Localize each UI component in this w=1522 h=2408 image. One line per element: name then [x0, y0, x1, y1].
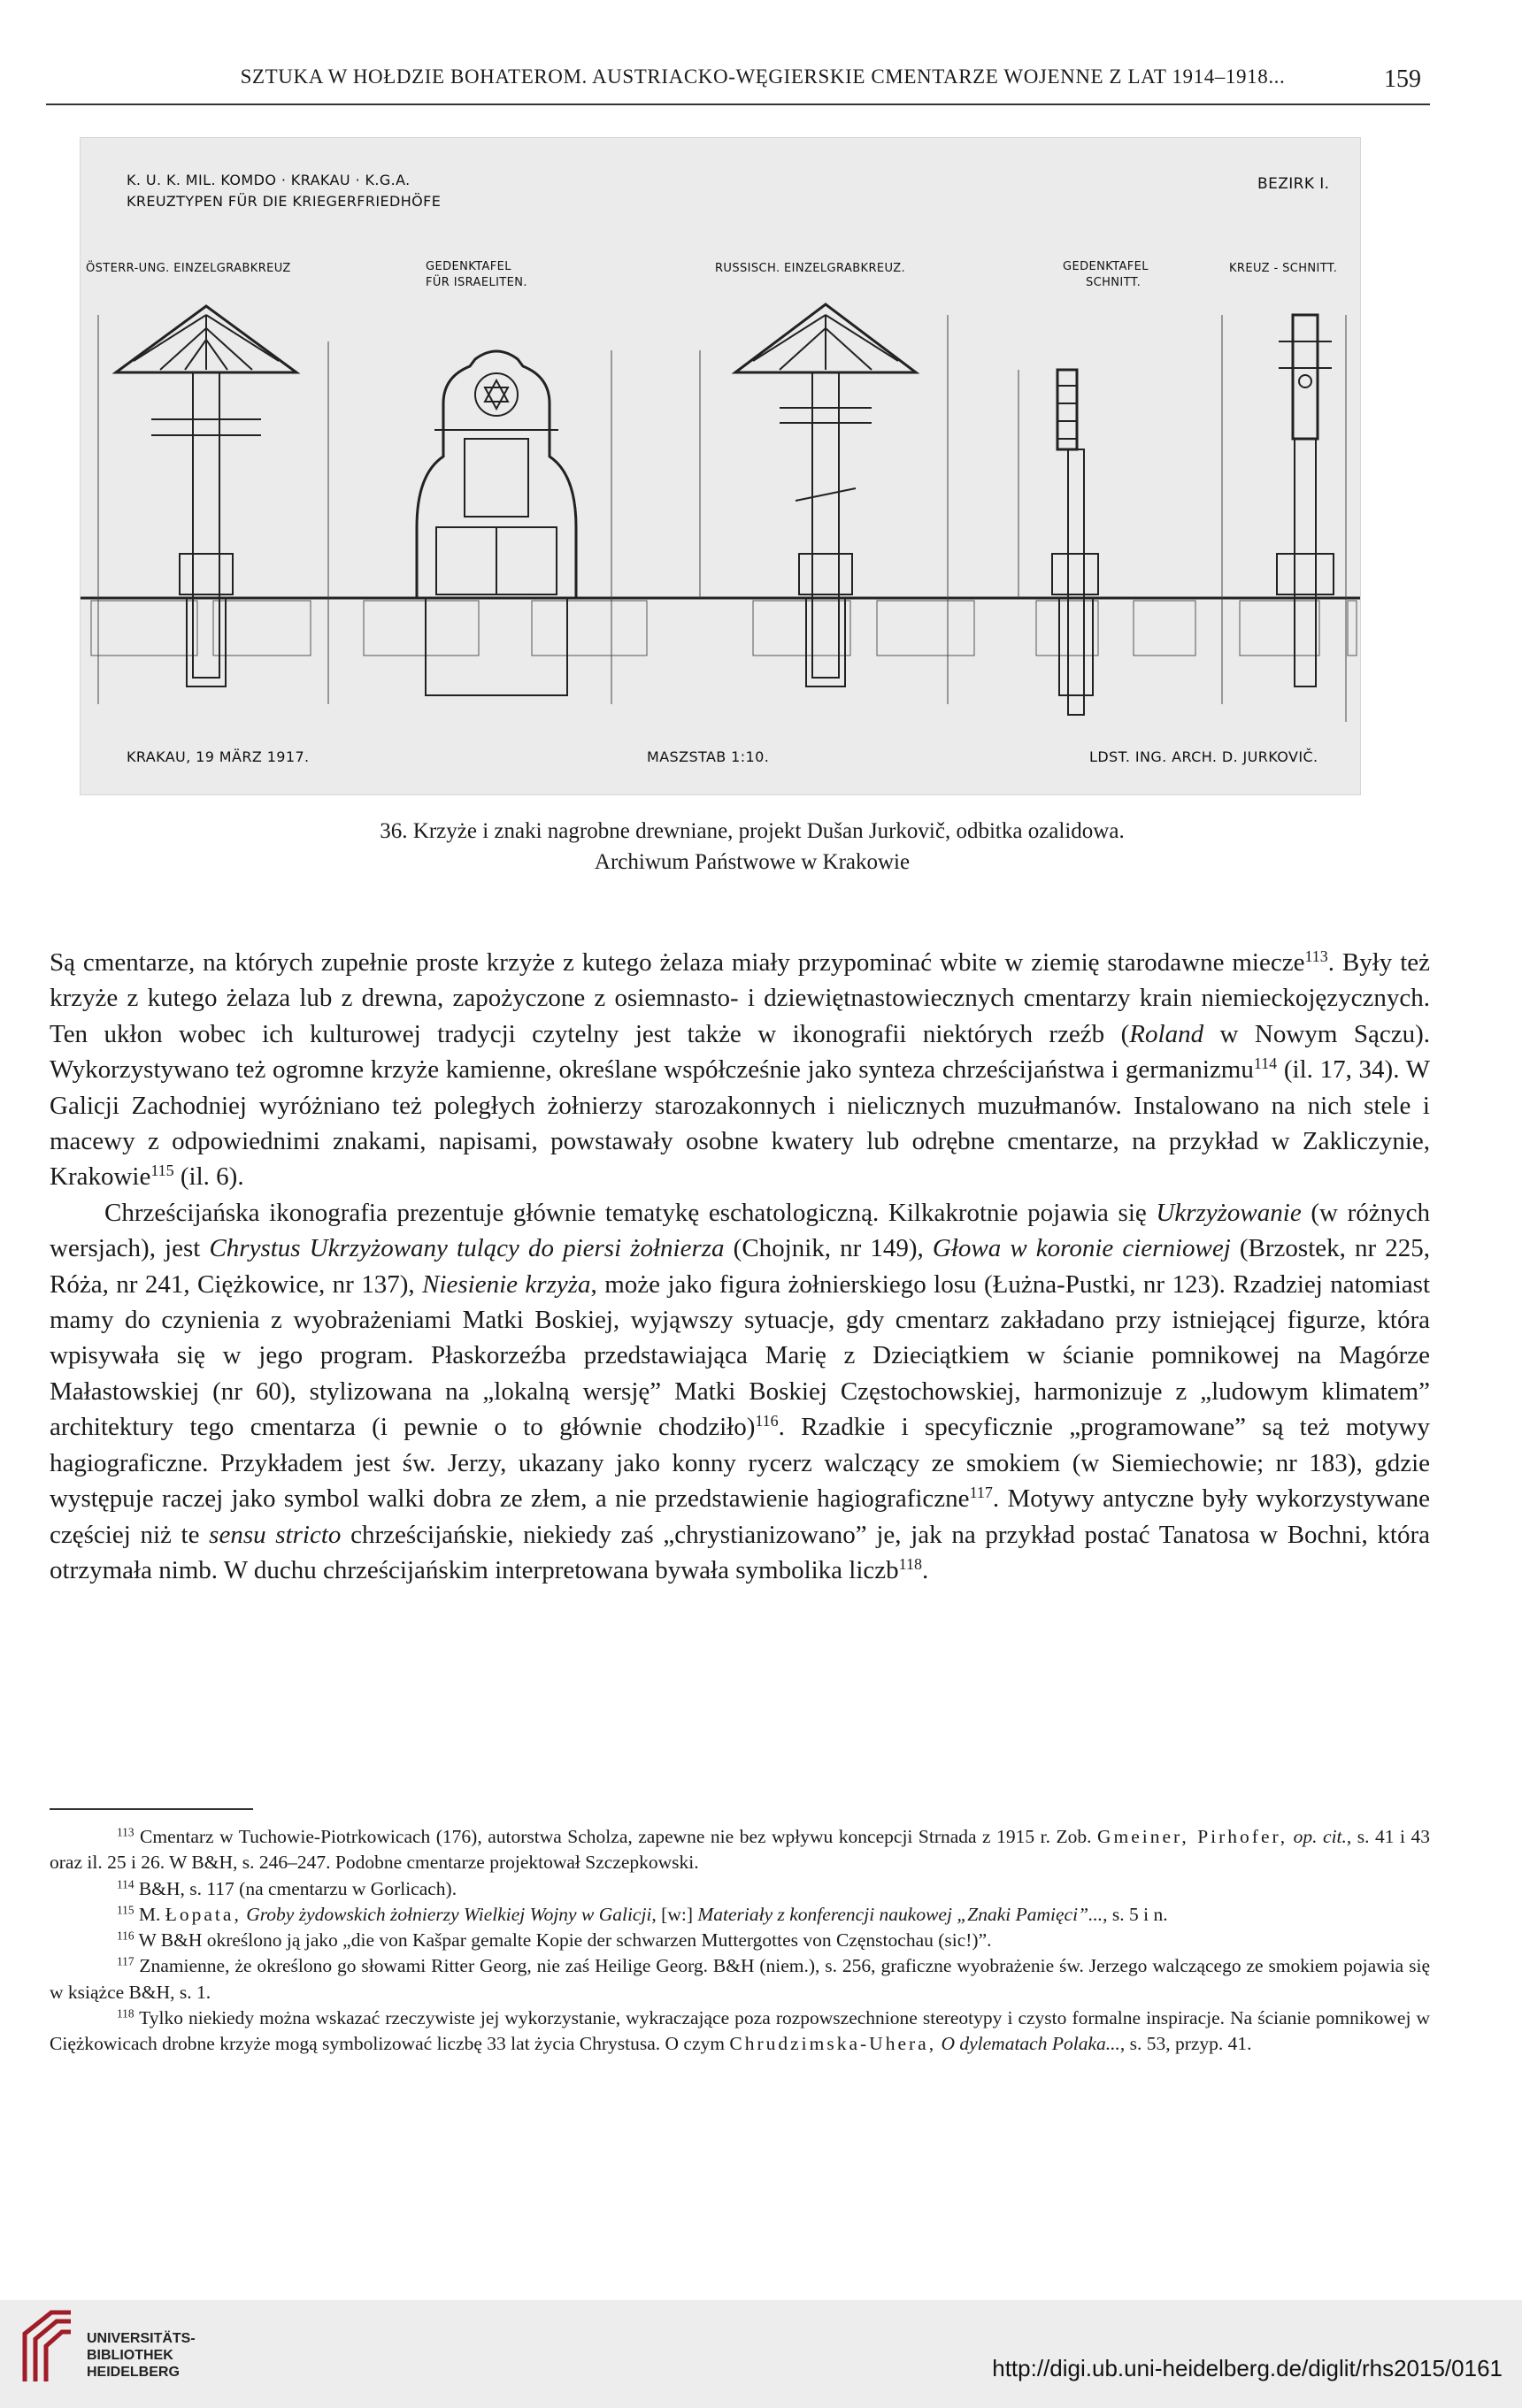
soil-block	[877, 601, 974, 656]
label-tablet-israelites-2: FÜR ISRAELITEN.	[426, 276, 527, 289]
soil-block	[1348, 601, 1357, 656]
footnote-ref[interactable]: 114	[1253, 1054, 1278, 1073]
label-russian-cross: RUSSISCH. EINZELGRABKREUZ.	[715, 262, 906, 275]
soil-block	[753, 601, 850, 656]
label-tablet-israelites-1: GEDENKTAFEL	[426, 260, 511, 273]
footnotes	[50, 1824, 1430, 2058]
footnote-113: $^{113}$ Cmentarz w Tuchowie-Piotrkowicach (176), autorstwa Scholza, zapewne nie bez wpływu koncepcji Strnada z 1915 r. Zob. Gmeiner, Pirhofer, op. cit., s. 41 i 43 oraz il. 25 i 26. W B&H, s. 246–247. Podobne cmentarze projektował Szczepkowski.	[50, 1825, 1431, 1874]
drawing-header-line2: KREUZTYPEN FÜR DIE KRIEGERFRIEDHÖFE	[127, 193, 442, 210]
soil-block	[532, 601, 647, 656]
page-number: 159	[1384, 65, 1421, 93]
drawing-scale: MASZSTAB 1:10.	[647, 748, 770, 765]
footnote-ref[interactable]: 118	[898, 1555, 922, 1574]
paragraph-1: Są cmentarze, na których zupełnie proste krzyże z kutego żelaza miały przypominać wbite w ziemię starodawne miecze$^{113}$. Były też krzyże z kutego żelaza lub z drewna, zapożyczone z osiemnasto- i dziewiętnastowiecznych cmentarzy krain niemieckojęzycznych. Ten ukłon wobec ich kulturowej tradycji czytelny jest także w ikonografii niektórych rzeźb (Roland w Nowym Sączu). Wykorzystywano też ogromne krzyże kamienne, określane współcześnie jako synteza chrześcijaństwa i germanizmu$^{114}$ (il. 17, 34). W Galicji Zachodniej wyróżniano też poległych żołnierzy starozakonnych i nielicznych muzułmanów. Instalowano na nich stele i macewy z odpowiednimi znakami, napisami, powstawały osobne kwatery lub odrębne cmentarze, na przykład w Zakliczynie, Krakowie$^{115}$ (il. 6).	[50, 947, 1431, 1192]
drawing-author: LDST. ING. ARCH. D. JURKOVIČ.	[1089, 748, 1318, 765]
drawing-date: KRAKAU, 19 MÄRZ 1917.	[127, 748, 310, 765]
caption-line2: Archiwum Państwowe w Krakowie	[594, 850, 911, 874]
footnote-ref[interactable]: 113	[1304, 947, 1328, 966]
cross-section	[1277, 315, 1334, 686]
soil-block	[91, 601, 197, 656]
footer-band	[0, 2300, 1522, 2408]
footnote-ref[interactable]: 116	[755, 1412, 779, 1430]
library-name: UNIVERSITÄTS- BIBLIOTHEK HEIDELBERG	[87, 2331, 196, 2380]
label-austro-hungarian-cross: ÖSTERR-UNG. EINZELGRABKREUZ	[86, 262, 291, 275]
label-cross-section: KREUZ - SCHNITT.	[1229, 262, 1338, 275]
figure-caption	[177, 816, 1327, 878]
footnote-rule	[50, 1808, 253, 1810]
jewish-memorial-tablet	[417, 351, 576, 695]
label-tablet-section-2: SCHNITT.	[1086, 276, 1142, 289]
footnote-116: $^{116}$ W B&H określono ją jako „die von Kašpar gemalte Kopie der schwarzen Muttergottes von Częnstochau (sic!)”.	[117, 1929, 992, 1952]
footnote-118: $^{118}$ Tylko niekiedy można wskazać rzeczywiste jej wykorzystanie, wykraczające poza rozpowszechnione stereotypy i czysto formalne inspiracje. Na ścianie pomnikowej w Ciężkowicach drobne krzyże mogą symbolizować liczbę 33 lat życia Chrystusa. O czym Chrudzimska-Uhera, O dylematach Polaka..., s. 53, przyp. 41.	[50, 2006, 1430, 2055]
austro-hungarian-cross	[116, 306, 296, 686]
russian-cross	[735, 304, 916, 686]
source-url-link[interactable]: http://digi.ub.uni-heidelberg.de/diglit/rhs2015/0161	[992, 2355, 1503, 2381]
library-logo-icon	[16, 2307, 80, 2387]
main-text	[50, 945, 1430, 1588]
footnote-114: $^{114}$ B&H, s. 117 (na cmentarzu w Gorlicach).	[117, 1877, 457, 1899]
tablet-section	[1052, 370, 1098, 715]
soil-block	[364, 601, 479, 656]
label-tablet-section-1: GEDENKTAFEL	[1063, 260, 1149, 273]
paragraph-2: Chrześcijańska ikonografia prezentuje głównie tematykę eschatologiczną. Kilkakrotnie pojawia się Ukrzyżowanie (w różnych wersjach), jest Chrystus Ukrzyżowany tulący do piersi żołnierza (Chojnik, nr 149), Głowa w koronie cierniowej (Brzostek, nr 225, Róża, nr 241, Ciężkowice, nr 137), Niesienie krzyża, może jako figura żołnierskiego losu (Łużna-Pustki, nr 123). Rzadziej natomiast mamy do czynienia z wyobrażeniami Matki Boskiej, wyjąwszy sytuacje, gdy cmentarz zakładano przy istniejącej figurze, która wpisywała się w jego program. Płaskorzeźba przedstawiająca Marię z Dzieciątkiem w ścianie pomnikowej na Magórze Małastowskiej (nr 60), stylizowana na „lokalną wersję” Matki Boskiej Częstochowskiej, harmonizuje z „ludowym klimatem” architektury tego cmentarza (i pewnie o to głównie chodziło)$^{116}$. Rzadkie i specyficznie „programowane” są też motywy hagiograficzne. Przykładem jest św. Jerzy, ukazany jako konny rycerz walczący ze smokiem (w Siemiechowie; nr 183), gdzie występuje raczej jako symbol walki dobra ze złem, a nie przedstawienie hagiograficzne$^{117}$. Motywy antyczne były wykorzystywane częściej niż te sensu stricto chrześcijańskie, niekiedy zaś „chrystianizowano” je, jak na przykład postać Tanatosa w Bochni, która otrzymała nimb. W duchu chrześcijańskim interpretowana bywała symbolika liczb$^{118}$.	[50, 1198, 1431, 1584]
soil-block	[1240, 601, 1319, 656]
technical-drawing	[81, 138, 1360, 794]
footnote-ref[interactable]: 115	[150, 1162, 174, 1180]
caption-line1: 36. Krzyże i znaki nagrobne drewniane, projekt Dušan Jurkovič, odbitka ozalidowa.	[380, 819, 1125, 843]
footnote-115: $^{115}$ M. Łopata, Groby żydowskich żołnierzy Wielkiej Wojny w Galicji, [w:] Materiały z konferencji naukowej „Znaki Pamięci”..., s. 5 i n.	[117, 1903, 1168, 1925]
soil-block	[1134, 601, 1195, 656]
footnote-117: $^{117}$ Znamienne, że określono go słowami Ritter Georg, nie zaś Heilige Georg. B&H (niem.), s. 256, graficzne wyobrażenie św. Jerzego walczącego ze smokiem pojawia się w książce B&H, s. 1.	[50, 1955, 1430, 2003]
header-rule	[46, 104, 1430, 105]
running-head: SZTUKA W HOŁDZIE BOHATEROM. AUSTRIACKO-WĘGIERSKIE CMENTARZE WOJENNE Z LAT 1914–1918...	[240, 65, 1286, 88]
figure-drawing	[80, 137, 1361, 795]
footnote-ref[interactable]: 117	[969, 1484, 993, 1502]
soil-block	[213, 601, 311, 656]
drawing-district: BEZIRK I.	[1257, 175, 1330, 193]
drawing-header-line1: K. U. K. MIL. KOMDO · KRAKAU · K.G.A.	[127, 172, 411, 188]
